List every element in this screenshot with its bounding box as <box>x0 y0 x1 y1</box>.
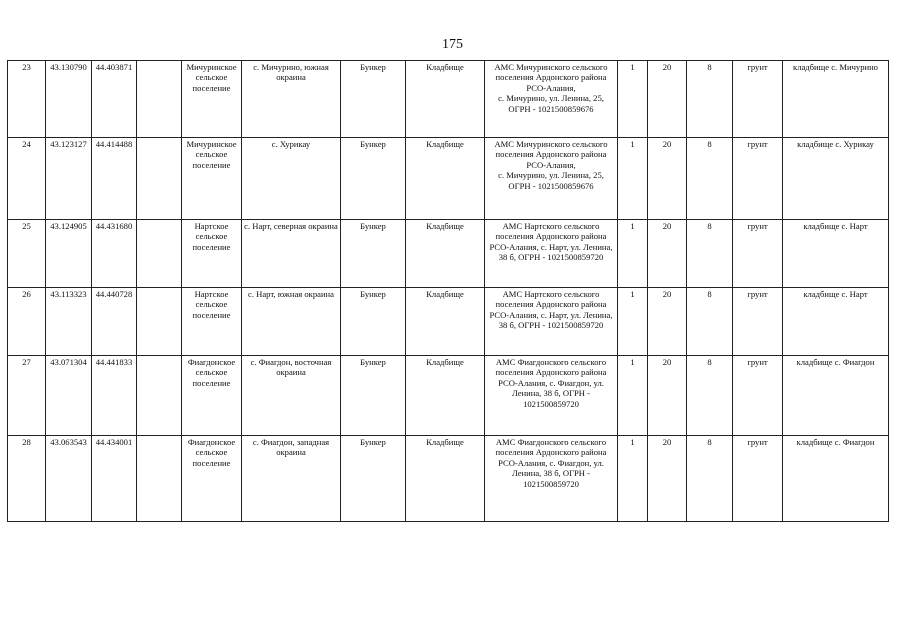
surface-cell: грунт <box>733 288 783 356</box>
page-number: 175 <box>442 37 463 52</box>
volume-cell: 8 <box>687 356 733 436</box>
latitude-cell: 43.063543 <box>46 436 92 522</box>
empty-cell <box>137 138 182 220</box>
empty-cell <box>137 288 182 356</box>
container-count-cell: 1 <box>618 220 648 288</box>
surface-cell: грунт <box>733 220 783 288</box>
table-body <box>8 61 889 522</box>
surface-cell: грунт <box>733 356 783 436</box>
owner-cell: АМС Мичуринского сельского поселения Ардонского района РСО-Алания, с. Мичурино, ул. Ленина, 25, ОГРН - 1021500859676 <box>485 61 618 138</box>
owner-cell: АМС Нартского сельского поселения Ардонского района РСО-Алания, с. Нарт, ул. Ленина, 38 б, ОГРН - 1021500859720 <box>485 220 618 288</box>
location-cell: с. Фиагдон, восточная окраина <box>242 356 341 436</box>
waste-source-cell: кладбище с. Хурикау <box>783 138 889 220</box>
container-count-cell: 1 <box>618 288 648 356</box>
volume-cell: 8 <box>687 138 733 220</box>
location-cell: с. Нарт, северная окраина <box>242 220 341 288</box>
location-cell: с. Хурикау <box>242 138 341 220</box>
latitude-cell: 43.130790 <box>46 61 92 138</box>
container-type-cell: Бункер <box>341 288 406 356</box>
row-number-cell: 23 <box>8 61 46 138</box>
object-cell: Кладбище <box>406 288 485 356</box>
empty-cell <box>137 61 182 138</box>
longitude-cell: 44.431680 <box>92 220 137 288</box>
container-type-cell: Бункер <box>341 220 406 288</box>
latitude-cell: 43.113323 <box>46 288 92 356</box>
table-row <box>8 356 889 436</box>
object-cell: Кладбище <box>406 356 485 436</box>
waste-source-cell: кладбище с. Нарт <box>783 288 889 356</box>
location-cell: с. Фиагдон, западная окраина <box>242 436 341 522</box>
table-row <box>8 61 889 138</box>
area-cell: 20 <box>648 436 687 522</box>
surface-cell: грунт <box>733 436 783 522</box>
object-cell: Кладбище <box>406 220 485 288</box>
area-cell: 20 <box>648 138 687 220</box>
settlement-cell: Фиагдонское сельское поселение <box>182 356 242 436</box>
waste-source-cell: кладбище с. Мичурино <box>783 61 889 138</box>
row-number-cell: 27 <box>8 356 46 436</box>
volume-cell: 8 <box>687 436 733 522</box>
area-cell: 20 <box>648 288 687 356</box>
waste-source-cell: кладбище с. Нарт <box>783 220 889 288</box>
row-number-cell: 26 <box>8 288 46 356</box>
owner-cell: АМС Нартского сельского поселения Ардонского района РСО-Алания, с. Нарт, ул. Ленина, 38 б, ОГРН - 1021500859720 <box>485 288 618 356</box>
settlement-cell: Нартское сельское поселение <box>182 288 242 356</box>
table-row <box>8 138 889 220</box>
area-cell: 20 <box>648 61 687 138</box>
settlement-cell: Фиагдонское сельское поселение <box>182 436 242 522</box>
location-cell: с. Мичурино, южная окраина <box>242 61 341 138</box>
object-cell: Кладбище <box>406 436 485 522</box>
empty-cell <box>137 436 182 522</box>
volume-cell: 8 <box>687 288 733 356</box>
container-count-cell: 1 <box>618 436 648 522</box>
row-number-cell: 25 <box>8 220 46 288</box>
registry-table <box>7 60 889 522</box>
container-type-cell: Бункер <box>341 138 406 220</box>
empty-cell <box>137 356 182 436</box>
settlement-cell: Нартское сельское поселение <box>182 220 242 288</box>
row-number-cell: 28 <box>8 436 46 522</box>
latitude-cell: 43.123127 <box>46 138 92 220</box>
latitude-cell: 43.071304 <box>46 356 92 436</box>
location-cell: с. Нарт, южная окраина <box>242 288 341 356</box>
volume-cell: 8 <box>687 61 733 138</box>
owner-cell: АМС Мичуринского сельского поселения Ардонского района РСО-Алания, с. Мичурино, ул. Ленина, 25, ОГРН - 1021500859676 <box>485 138 618 220</box>
container-count-cell: 1 <box>618 138 648 220</box>
longitude-cell: 44.441833 <box>92 356 137 436</box>
container-type-cell: Бункер <box>341 356 406 436</box>
owner-cell: АМС Фиагдонского сельского поселения Ардонского района РСО-Алания, с. Фиагдон, ул. Ленина, 38 б, ОГРН - 1021500859720 <box>485 436 618 522</box>
longitude-cell: 44.440728 <box>92 288 137 356</box>
settlement-cell: Мичуринское сельское поселение <box>182 138 242 220</box>
table-row <box>8 220 889 288</box>
empty-cell <box>137 220 182 288</box>
area-cell: 20 <box>648 220 687 288</box>
longitude-cell: 44.434001 <box>92 436 137 522</box>
longitude-cell: 44.403871 <box>92 61 137 138</box>
owner-cell: АМС Фиагдонского сельского поселения Ардонского района РСО-Алания, с. Фиагдон, ул. Ленина, 38 б, ОГРН - 1021500859720 <box>485 356 618 436</box>
latitude-cell: 43.124905 <box>46 220 92 288</box>
settlement-cell: Мичуринское сельское поселение <box>182 61 242 138</box>
waste-source-cell: кладбище с. Фиагдон <box>783 356 889 436</box>
container-count-cell: 1 <box>618 356 648 436</box>
longitude-cell: 44.414488 <box>92 138 137 220</box>
object-cell: Кладбище <box>406 138 485 220</box>
surface-cell: грунт <box>733 61 783 138</box>
waste-source-cell: кладбище с. Фиагдон <box>783 436 889 522</box>
container-count-cell: 1 <box>618 61 648 138</box>
table-row <box>8 288 889 356</box>
surface-cell: грунт <box>733 138 783 220</box>
volume-cell: 8 <box>687 220 733 288</box>
object-cell: Кладбище <box>406 61 485 138</box>
row-number-cell: 24 <box>8 138 46 220</box>
container-type-cell: Бункер <box>341 436 406 522</box>
container-type-cell: Бункер <box>341 61 406 138</box>
table-row <box>8 436 889 522</box>
area-cell: 20 <box>648 356 687 436</box>
